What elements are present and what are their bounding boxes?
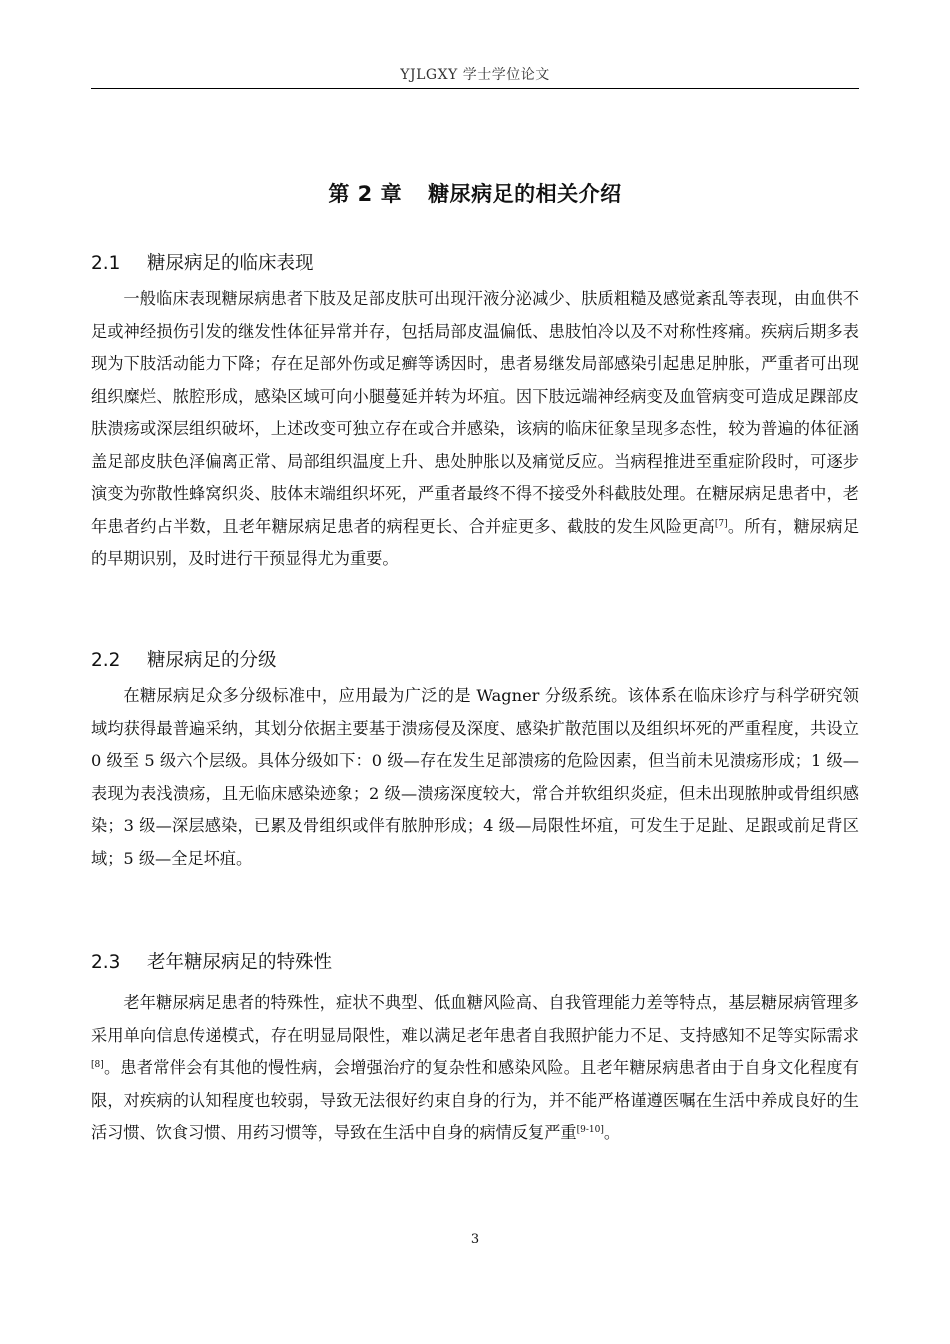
section-2-3-paragraph bbox=[91, 987, 859, 1150]
section-heading-2-2 bbox=[91, 646, 277, 672]
chapter-title bbox=[91, 178, 859, 208]
page-number: 3 bbox=[470, 1232, 480, 1247]
section-title: 糖尿病足的临床表现 bbox=[147, 253, 314, 274]
citation-ref: [9-10] bbox=[576, 1125, 604, 1135]
section-number: 2.1 bbox=[91, 253, 121, 274]
section-2-2-paragraph: 在糖尿病足众多分级标准中，应用最为广泛的是 Wagner 分级系统。该体系在临床诊疗与科学研究领域均获得最普遍采纳，其划分依据主要基于溃疡侵及深度、感染扩散范围以及组织坏死的严重程度，共设立 0 级至 5 级六个层级。具体分级如下：0 级—存在发生足部溃疡的危险因素，但当前未见溃疡形成；1 级—表现为表浅溃疡，且无临床感染迹象；2 级—溃疡深度较大，常合并软组织炎症，但未出现脓肿或骨组织感染；3 级—深层感染，已累及骨组织或伴有脓肿形成；4 级—局限性坏疽，可发生于足趾、足跟或前足背区域；5 级—全足坏疽。 bbox=[91, 686, 859, 868]
paragraph-text: 老年糖尿病足患者的特殊性，症状不典型、低血糖风险高、自我管理能力差等特点，基层糖尿病管理多采用单向信息传递模式，存在明显局限性，难以满足老年患者自我照护能力不足、支持感知不足等实际需求 bbox=[91, 993, 859, 1045]
section-title: 糖尿病足的分级 bbox=[147, 650, 277, 671]
citation-ref: [8] bbox=[91, 1060, 104, 1070]
citation-ref: [7] bbox=[714, 518, 728, 529]
running-header: YJLGXY 学士学位论文 bbox=[400, 67, 550, 83]
paragraph-text: 。患者常伴会有其他的慢性病，会增强治疗的复杂性和感染风险。且老年糖尿病患者由于自身文化程度有限，对疾病的认知程度也较弱，导致无法很好约束自身的行为，并不能严格谨遵医嘱在生活中养成良好的生活习惯、饮食习惯、用药习惯等，导致在生活中自身的病情反复严重 bbox=[91, 1058, 859, 1142]
paragraph-text: 。 bbox=[603, 1123, 621, 1142]
section-heading-2-3 bbox=[91, 948, 332, 974]
header-rule bbox=[91, 88, 859, 89]
section-number: 2.3 bbox=[91, 952, 121, 973]
section-2-1-paragraph bbox=[91, 283, 859, 576]
paragraph-text: 一般临床表现糖尿病患者下肢及足部皮肤可出现汗液分泌减少、肤质粗糙及感觉紊乱等表现，由血供不足或神经损伤引发的继发性体征异常并存，包括局部皮温偏低、患肢怕冷以及不对称性疼痛。疾病后期多表现为下肢活动能力下降；存在足部外伤或足癣等诱因时，患者易继发局部感染引起患足肿胀，严重者可出现组织糜烂、脓腔形成，感染区域可向小腿蔓延并转为坏疽。因下肢远端神经病变及血管病变可造成足踝部皮肤溃疡或深层组织破坏，上述改变可独立存在或合并感染，该病的临床征象呈现多态性，较为普遍的体征涵盖足部皮肤色泽偏离正常、局部组织温度上升、患处肿胀以及痛觉反应。当病程推进至重症阶段时，可逐步演变为弥散性蜂窝织炎、肢体末端组织坏死，严重者最终不得不接受外科截肢处理。在糖尿病足患者中，老年患者约占半数，且老年糖尿病足患者的病程更长、合并症更多、截肢的发生风险更高 bbox=[91, 289, 859, 536]
section-heading-2-1 bbox=[91, 249, 314, 275]
chapter-number: 第 2 章 bbox=[328, 182, 403, 206]
chapter-name: 糖尿病足的相关介绍 bbox=[428, 182, 622, 206]
section-title: 老年糖尿病足的特殊性 bbox=[147, 952, 333, 973]
paragraph-text: 。所有，糖尿病足的早期识别，及时进行干预显得尤为重要。 bbox=[91, 516, 860, 568]
section-number: 2.2 bbox=[91, 650, 121, 671]
